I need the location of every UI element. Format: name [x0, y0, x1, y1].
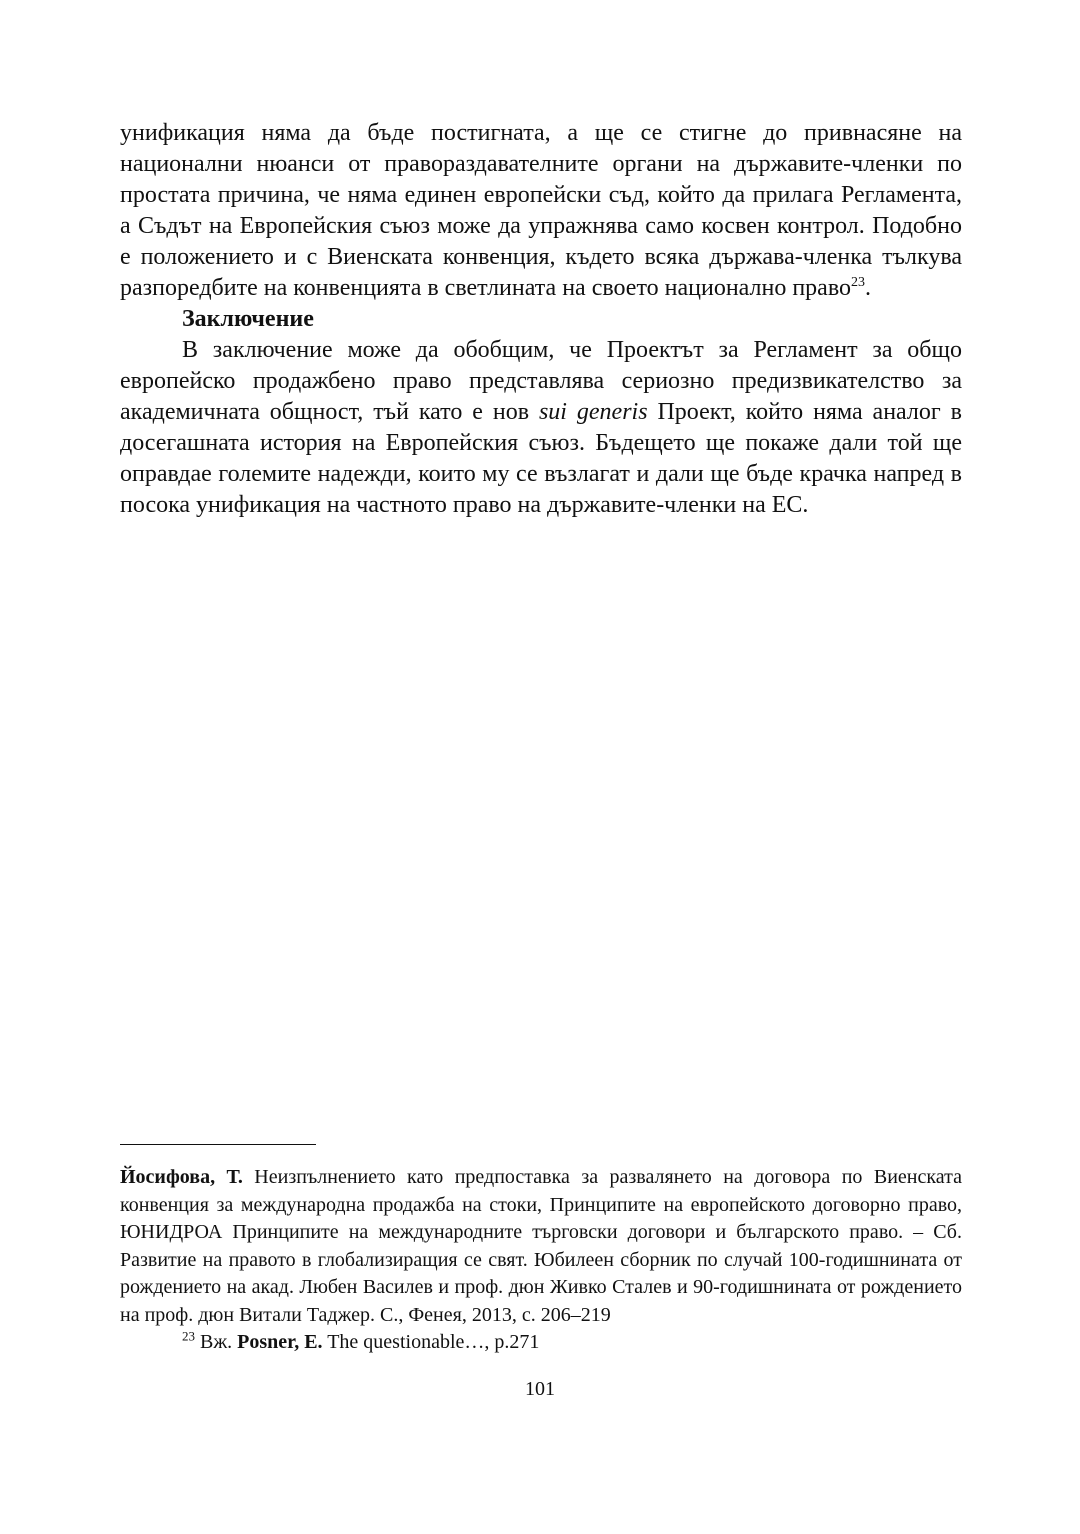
footnote-23 [120, 1329, 962, 1357]
footnote-23-number: 23 [182, 1328, 195, 1344]
main-text [120, 118, 962, 521]
paragraph-2-before-italic: В заключение може да обобщим, че Проектът за Регламент за общо европейско продажбено право представлява сериозно предизвикателство за академичната общност, тъй като е нов [120, 337, 962, 425]
paragraph-1-end: . [865, 275, 872, 301]
footnote-ref-23[interactable]: 23 [851, 275, 866, 290]
footnote-continued [120, 1164, 962, 1329]
section-heading: Заключение [182, 306, 314, 332]
paragraph-2 [120, 335, 962, 521]
footnote-continued-text: Неизпълнението като предпоставка за развалянето на договора по Виенската конвенция за международна продажба на стоки, Принципите на европейското договорно право, ЮНИДРОА Принципите на международните търговски договори и българското право. – Сб. Развитие на правото в глобализиращия се свят. Юбилеен сборник по случай 100-годишнината от рождението на акад. Любен Василев и проф. дюн Живко Сталев и 90-годишнината от рождението на проф. дюн Витали Таджер. С., Фенея, 2013, с. 206–219 [120, 1166, 962, 1326]
footnote-23-prefix: Вж. [195, 1331, 238, 1353]
footnote-23-author: Posner, E. [237, 1331, 323, 1353]
paragraph-2-italic: sui generis [538, 399, 648, 425]
footnote-divider [120, 1144, 316, 1145]
footnotes [120, 1164, 962, 1357]
paragraph-1-text: унификация няма да бъде постигната, а ще се стигне до привнасяне на национални нюанси от правораздавателните органи на държавите-членки по простата причина, че няма единен европейски съд, който да прилага Регламента, а Съдът на Европейския съюз може да упражнява само косвен контрол. Подобно е положението и с Виенската конвенция, където всяка държава-членка тълкува разпоредбите на конвенцията в светлината на своето национално право [120, 120, 962, 301]
paragraph-2-after-italic: Проект, който няма аналог в досегашната история на Европейския съюз. Бъдещето ще покаже дали той ще оправдае големите надежди, които му се възлагат и дали ще бъде крачка напред в посока унификация на частното право на държавите-членки на ЕС. [120, 399, 962, 518]
paragraph-1 [120, 118, 962, 304]
page-number: 101 [525, 1378, 555, 1400]
footnote-continued-author: Йосифова, Т. [120, 1166, 243, 1188]
footnote-23-text: The questionable…, p.271 [322, 1331, 540, 1353]
